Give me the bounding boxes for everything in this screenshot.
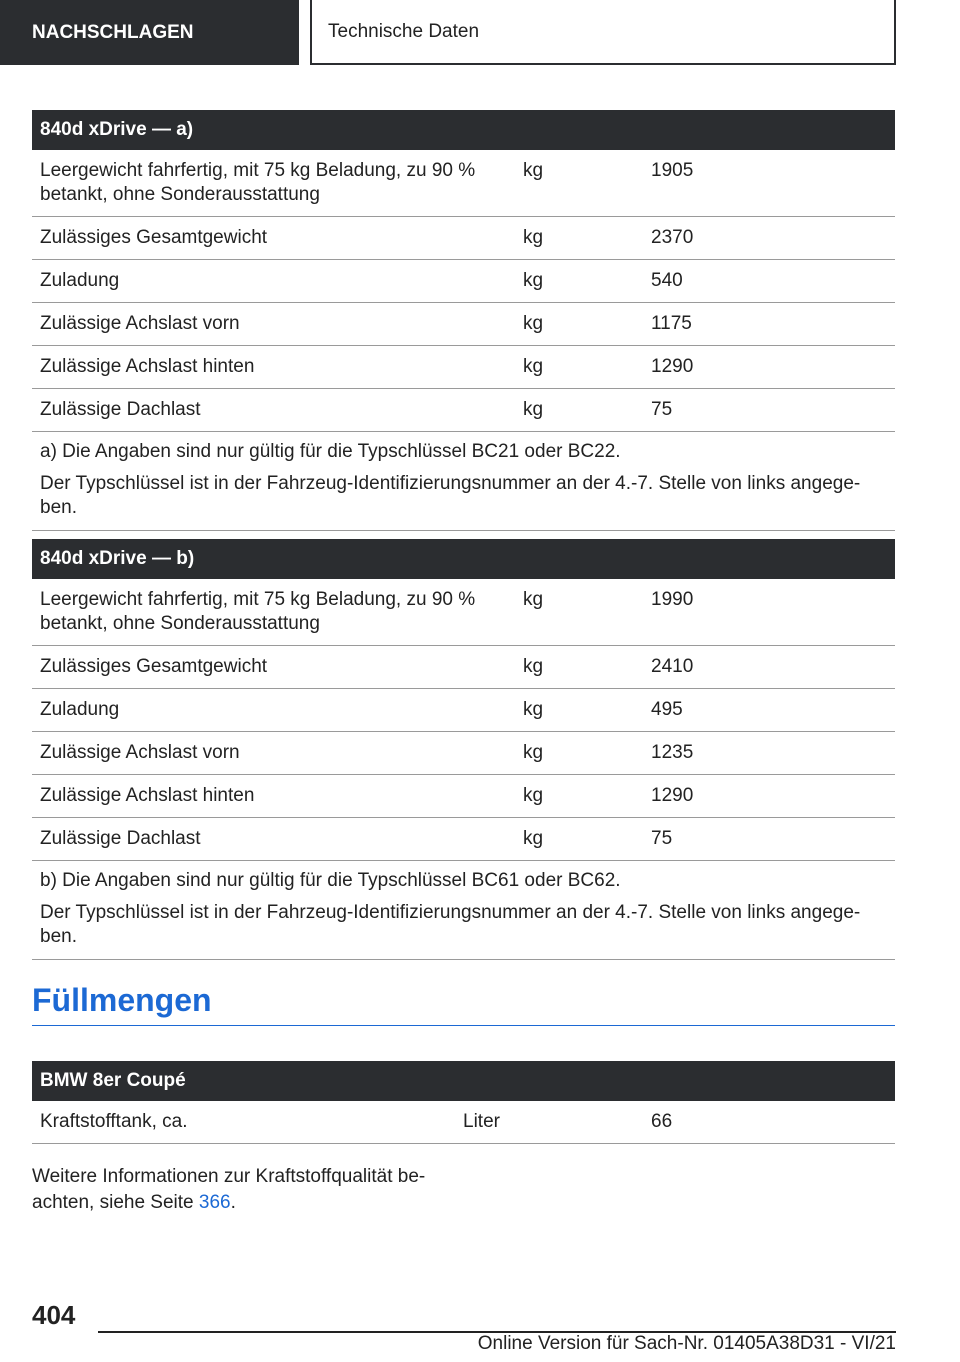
section-label: NACHSCHLAGEN — [32, 21, 194, 43]
row-unit: kg — [515, 346, 643, 389]
row-unit: kg — [515, 579, 643, 646]
row-unit: kg — [515, 150, 643, 217]
row-unit: kg — [515, 260, 643, 303]
info-text: Weitere Informationen zur Kraftstoffqualität be-achten, siehe Seite — [32, 1166, 426, 1213]
row-label: Zuladung — [32, 260, 515, 303]
note-validity: b) Die Angaben sind nur gültig für die Typschlüssel BC61 oder BC62. — [40, 870, 621, 891]
weights-table-a — [32, 110, 895, 531]
row-value: 1905 — [643, 150, 895, 217]
table-title: BMW 8er Coupé — [32, 1061, 895, 1101]
note-type-key: Der Typschlüssel ist in der Fahrzeug-Identifizierungsnummer an der 4.-7. Stelle von links angege-ben. — [40, 902, 861, 947]
row-unit: kg — [515, 217, 643, 260]
row-unit: kg — [515, 303, 643, 346]
row-value: 2370 — [643, 217, 895, 260]
table-row — [32, 150, 895, 217]
row-unit: kg — [515, 389, 643, 432]
table-note-row — [32, 861, 895, 960]
table-row — [32, 303, 895, 346]
page-number: 404 — [32, 1300, 76, 1330]
table-row — [32, 346, 895, 389]
row-unit: kg — [515, 646, 643, 689]
row-unit: Liter — [455, 1101, 643, 1144]
row-label: Leergewicht fahrfertig, mit 75 kg Beladung, zu 90 % betankt, ohne Sonderausstattung — [32, 150, 515, 217]
row-label: Zulässige Dachlast — [32, 389, 515, 432]
row-label: Zulässige Achslast vorn — [32, 303, 515, 346]
info-end: . — [230, 1192, 236, 1213]
table-row — [32, 689, 895, 732]
row-value: 1990 — [643, 579, 895, 646]
page-reference-link[interactable]: 366 — [198, 1192, 231, 1213]
row-value: 540 — [643, 260, 895, 303]
table-title: 840d xDrive — b) — [32, 539, 895, 579]
row-label: Zulässiges Gesamtgewicht — [32, 217, 515, 260]
row-unit: kg — [515, 689, 643, 732]
info-paragraph — [32, 1164, 452, 1216]
table-row — [32, 389, 895, 432]
row-value: 75 — [643, 389, 895, 432]
row-label: Leergewicht fahrfertig, mit 75 kg Beladung, zu 90 % betankt, ohne Sonderausstattung — [32, 579, 515, 646]
table-row — [32, 818, 895, 861]
table-row — [32, 1101, 895, 1144]
table-row — [32, 579, 895, 646]
row-label: Zulässige Achslast vorn — [32, 732, 515, 775]
table-row — [32, 260, 895, 303]
row-label: Zulässige Achslast hinten — [32, 775, 515, 818]
note-validity: a) Die Angaben sind nur gültig für die Typschlüssel BC21 oder BC22. — [40, 441, 621, 462]
row-value: 1235 — [643, 732, 895, 775]
row-value: 2410 — [643, 646, 895, 689]
row-label: Zulässiges Gesamtgewicht — [32, 646, 515, 689]
table-row — [32, 217, 895, 260]
row-unit: kg — [515, 818, 643, 861]
note-type-key: Der Typschlüssel ist in der Fahrzeug-Identifizierungsnummer an der 4.-7. Stelle von links angege-ben. — [40, 473, 861, 518]
table-title: 840d xDrive — a) — [32, 110, 895, 150]
table-note — [32, 861, 895, 960]
row-label: Kraftstofftank, ca. — [32, 1101, 455, 1144]
row-unit: kg — [515, 775, 643, 818]
row-value: 75 — [643, 818, 895, 861]
chapter-label: Technische Daten — [328, 20, 480, 42]
row-value: 1175 — [643, 303, 895, 346]
row-value: 1290 — [643, 775, 895, 818]
table-note — [32, 432, 895, 531]
capacity-table — [32, 1061, 895, 1144]
row-value: 495 — [643, 689, 895, 732]
row-unit: kg — [515, 732, 643, 775]
row-label: Zulässige Dachlast — [32, 818, 515, 861]
table-note-row — [32, 432, 895, 531]
row-label: Zulässige Achslast hinten — [32, 346, 515, 389]
row-value: 1290 — [643, 346, 895, 389]
row-value: 66 — [643, 1101, 895, 1144]
section-heading: Füllmengen — [32, 982, 895, 1026]
table-row — [32, 775, 895, 818]
footer-text: Online Version für Sach-Nr. 01405A38D31 - VI/21 — [477, 1333, 896, 1354]
weights-table-b — [32, 539, 895, 960]
row-label: Zuladung — [32, 689, 515, 732]
table-row — [32, 646, 895, 689]
chapter-tab — [310, 0, 896, 65]
table-row — [32, 732, 895, 775]
section-tab — [0, 0, 299, 65]
